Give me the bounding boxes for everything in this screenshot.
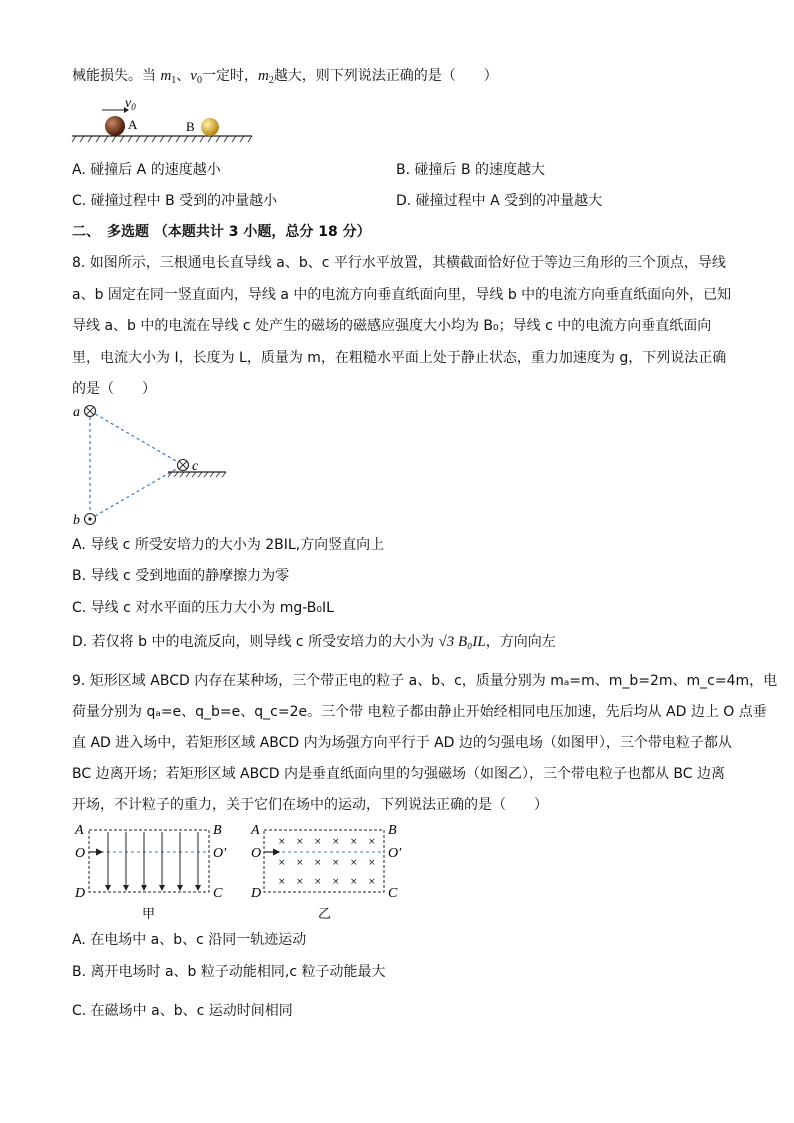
svg-text:×: × xyxy=(278,858,286,868)
q9-stem-line4: BC 边离开场；若矩形区域 ABCD 内是垂直纸面向里的匀强磁场（如图乙），三个带电粒子也都从 BC 边离 xyxy=(72,766,726,782)
wire-b-label: b xyxy=(73,513,80,528)
var-v0: v xyxy=(190,68,197,84)
q9-stem-line3: 直 AD 进入场中，若矩形区域 ABCD 内为场强方向平行于 AD 边的匀强电场（如图甲），三个带电粒子都从 xyxy=(72,735,732,751)
q9-stem-line2: 荷量分别为 qₐ=e、q_b=e、q_c=2e。三个带 电粒子都由静止开始经相同电压加速，先后均从 AD 边上 O 点垂 xyxy=(72,704,767,720)
q8-option-d xyxy=(72,632,556,652)
q7-option-a: A. 碰撞后 A 的速度越小 xyxy=(72,162,221,178)
q7-option-d: D. 碰撞过程中 A 受到的冲量越大 xyxy=(396,193,603,209)
diagram-electric-field xyxy=(74,823,227,922)
caption-yi: 乙 xyxy=(318,907,332,922)
side-bc xyxy=(90,465,183,519)
svg-text:×: × xyxy=(278,837,286,847)
var-m2: m xyxy=(257,68,269,84)
wire-c-into-page-icon xyxy=(178,460,189,471)
q7-stem-text-c: 越大，则下列说法正确的是（ ） xyxy=(273,68,498,84)
q8-stem-line2: a、b 固定在同一竖直面内，导线 a 中的电流方向垂直纸面向里，导线 b 中的电流方向垂直纸面向外，已知 xyxy=(72,287,732,303)
q9-stem-line5: 开场，不计粒子的重力，关于它们在场中的运动，下列说法正确的是（ ） xyxy=(72,797,548,813)
caption-jia: 甲 xyxy=(142,907,156,922)
ball-b xyxy=(201,118,219,136)
corner-c-right: C xyxy=(388,886,398,901)
v0-label: $v_0$ xyxy=(125,96,136,112)
wire-triangle-figure xyxy=(70,400,240,530)
q7-stem-text-a: 械能损失。当 xyxy=(72,68,161,84)
wire-c-label: c xyxy=(192,459,199,474)
var-v0-sub: 0 xyxy=(196,75,202,86)
q8-stem-line1: 8. 如图所示，三根通电长直导线 a、b、c 平行水平放置，其横截面恰好位于等边三角形的三个顶点，导线 xyxy=(72,255,726,271)
q8-option-a: A. 导线 c 所受安培力的大小为 2BIL,方向竖直向上 xyxy=(72,537,385,553)
diagram-magnetic-field xyxy=(250,823,402,922)
corner-d-right: D xyxy=(251,886,262,901)
q8-stem-line3: 导线 a、b 中的电流在导线 c 处产生的磁场的磁感应强度大小均为 B₀；导线 c 中的电流方向垂直纸面向 xyxy=(72,318,712,334)
field-diagrams xyxy=(70,820,410,925)
q9-stem-line1: 9. 矩形区域 ABCD 内存在某种场，三个带正电的粒子 a、b、c，质量分别为 mₐ=m、m_b=2m、m_c=4m，电 xyxy=(72,673,778,689)
svg-text:×: × xyxy=(332,837,340,847)
side-ac xyxy=(90,411,183,465)
q8-option-c: C. 导线 c 对水平面的压力大小为 mg-B₀IL xyxy=(72,600,334,616)
point-o-prime-left: O′ xyxy=(213,846,227,861)
q7-option-c: C. 碰撞过程中 B 受到的冲量越小 xyxy=(72,193,278,209)
var-m1: m xyxy=(160,68,172,84)
collision-figure xyxy=(72,96,254,146)
svg-text:×: × xyxy=(368,877,376,887)
svg-text:×: × xyxy=(368,837,376,847)
svg-text:×: × xyxy=(350,858,358,868)
q7-sep: 、 xyxy=(176,68,191,84)
q8-option-d-math: √3 B₀IL xyxy=(438,634,486,650)
ground-hatching xyxy=(72,136,252,142)
svg-text:×: × xyxy=(296,858,304,868)
q9-option-a: A. 在电场中 a、b、c 沿同一轨迹运动 xyxy=(72,932,307,948)
q7-option-b: B. 碰撞后 B 的速度越大 xyxy=(396,162,546,178)
svg-text:×: × xyxy=(314,837,322,847)
q8-option-d-tail: ，方向向左 xyxy=(485,634,556,650)
svg-text:×: × xyxy=(332,877,340,887)
corner-a-right: A xyxy=(251,823,260,838)
corner-a-left: A xyxy=(75,823,84,838)
var-m2-sub: 2 xyxy=(268,75,274,86)
corner-d-left: D xyxy=(75,886,86,901)
q8-stem-line4: 里，电流大小为 I，长度为 L，质量为 m，在粗糙水平面上处于静止状态，重力加速度为 g，下列说法正确 xyxy=(72,350,727,366)
svg-text:×: × xyxy=(368,858,376,868)
corner-b-left: B xyxy=(213,823,222,838)
var-m1-sub: 1 xyxy=(171,75,177,86)
point-o-left: O xyxy=(75,846,86,861)
ball-b-label: B xyxy=(186,119,195,134)
wire-b-out-of-page-icon xyxy=(85,514,96,525)
wire-a-into-page-icon xyxy=(85,406,96,417)
svg-text:×: × xyxy=(314,877,322,887)
svg-text:×: × xyxy=(332,858,340,868)
q9-option-b: B. 离开电场时 a、b 粒子动能相同,c 粒子动能最大 xyxy=(72,964,386,980)
point-o-prime-right: O′ xyxy=(388,846,402,861)
q7-stem-text-b: 一定时， xyxy=(201,68,258,84)
q9-option-c: C. 在磁场中 a、b、c 运动时间相同 xyxy=(72,1003,293,1019)
q7-stem xyxy=(72,66,498,91)
ball-a-label: A xyxy=(128,117,138,132)
corner-b-right: B xyxy=(388,823,397,838)
field-x-marks xyxy=(278,837,376,887)
svg-text:×: × xyxy=(296,877,304,887)
point-o-right: O xyxy=(251,846,262,861)
wire-a-label: a xyxy=(73,405,80,420)
svg-text:×: × xyxy=(278,877,286,887)
svg-text:×: × xyxy=(350,877,358,887)
ball-a xyxy=(105,116,125,136)
corner-c-left: C xyxy=(213,886,223,901)
q8-stem-line5: 的是（ ） xyxy=(72,381,156,397)
field-lines xyxy=(108,832,198,890)
svg-text:×: × xyxy=(314,858,322,868)
q8-option-d-text: D. 若仅将 b 中的电流反向，则导线 c 所受安培力的大小为 xyxy=(72,634,439,650)
q8-option-b: B. 导线 c 受到地面的静摩擦力为零 xyxy=(72,568,290,584)
svg-text:×: × xyxy=(350,837,358,847)
svg-text:×: × xyxy=(296,837,304,847)
section-heading: 二、 多选题 （本题共计 3 小题，总分 18 分） xyxy=(72,224,371,240)
